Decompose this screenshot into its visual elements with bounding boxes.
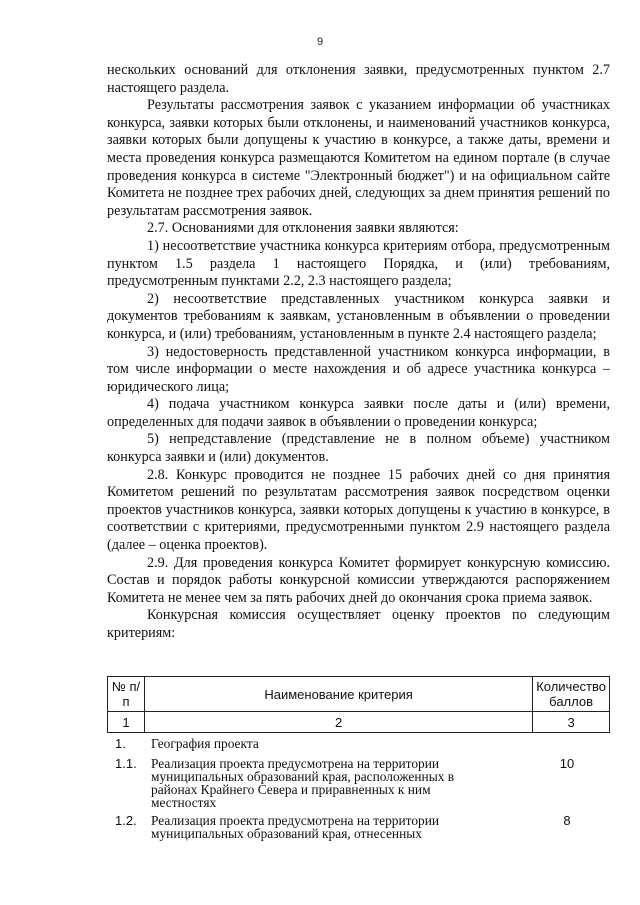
table-row (107, 737, 610, 757)
row-criterion: Реализация проекта предусмотрена на территории муниципальных образований края, отнесенных (151, 813, 440, 841)
table-column-numbers-row (108, 712, 610, 733)
page-number: 9 (316, 36, 324, 48)
table-row (107, 757, 610, 814)
paragraph: Результаты рассмотрения заявок с указанием информации об участниках конкурса, заявки которых были отклонены, и наименований участников конкурса, заявки которых были допущены к участию в конкурсе, а также даты, времени и места проведения конкурса размещаются Комитетом на едином портале (в случае проведения конкурса в системе "Электронный бюджет") и на официальном сайте Комитета не позднее трех рабочих дней, следующих за днем принятия решений по результатам рассмотрения заявок. (107, 97, 610, 219)
header-number: № п/п (108, 677, 145, 712)
paragraph: 4) подача участником конкурса заявки после даты и (или) времени, определенных для подачи заявок в объявлении о проведении конкурса; (107, 396, 610, 430)
paragraph: 2.8. Конкурс проводится не позднее 15 рабочих дней со дня принятия Комитетом решений по результатам рассмотрения заявок посредством оценки проектов участников конкурса, заявки которых допущены к участию в конкурсе, в соответствии с критериями, предусмотренными пунктом 2.9 настоящего раздела (далее – оценка проектов). (107, 466, 610, 554)
column-number: 3 (533, 712, 610, 733)
paragraph: 1) несоответствие участника конкурса критериям отбора, предусмотренным пунктом 1.5 раздела 1 настоящего Порядка, и (или) требованиям, предусмотренным пунктами 2.2, 2.3 настоящего раздела; (107, 237, 610, 290)
table-row (107, 814, 610, 840)
criteria-rows (107, 737, 610, 840)
paragraph: 2.9. Для проведения конкурса Комитет формирует конкурсную комиссию. Состав и порядок работы конкурсной комиссии утверждаются распоряжением Комитета не менее чем за пять рабочих дней до окончания срока приема заявок. (107, 554, 610, 606)
paragraph: Конкурсная комиссия осуществляет оценку проектов по следующим критериям: (107, 607, 610, 641)
paragraph: 3) недостоверность представленной участником конкурса информации, в том числе информации о месте нахождения и об адресе участника конкурса – юридического лица; (107, 343, 610, 395)
paragraph: 5) непредставление (представление не в полном объеме) участником конкурса заявки и (или) документов. (107, 431, 610, 466)
row-number: 1.2. (115, 813, 137, 828)
row-score: 10 (559, 756, 575, 771)
column-number: 2 (145, 712, 533, 733)
document-body (107, 62, 610, 643)
row-criterion: Реализация проекта предусмотрена на территории муниципальных образований края, расположенных в районах Крайнего Севера и приравненных к ним местностях (151, 756, 455, 810)
paragraph: 2.7. Основаниями для отклонения заявки являются: (147, 220, 459, 237)
paragraph: нескольких оснований для отклонения заявки, предусмотренных пунктом 2.7 настоящего раздела. (107, 62, 610, 96)
column-number: 1 (108, 712, 145, 733)
header-criterion: Наименование критерия (145, 677, 533, 712)
row-score: 8 (563, 813, 571, 828)
criteria-table (107, 676, 610, 733)
row-number: 1. (115, 736, 126, 751)
row-criterion: География проекта (151, 736, 259, 751)
table-header-row (108, 677, 610, 712)
paragraph: 2) несоответствие представленных участником конкурса заявки и документов требованиям к заявкам, установленным в объявлении о проведении конкурса, и (или) требованиям, установленным в пункте 2.4 настоящего раздела; (107, 290, 610, 342)
header-score: Количество баллов (533, 677, 610, 712)
row-number: 1.1. (115, 756, 137, 771)
